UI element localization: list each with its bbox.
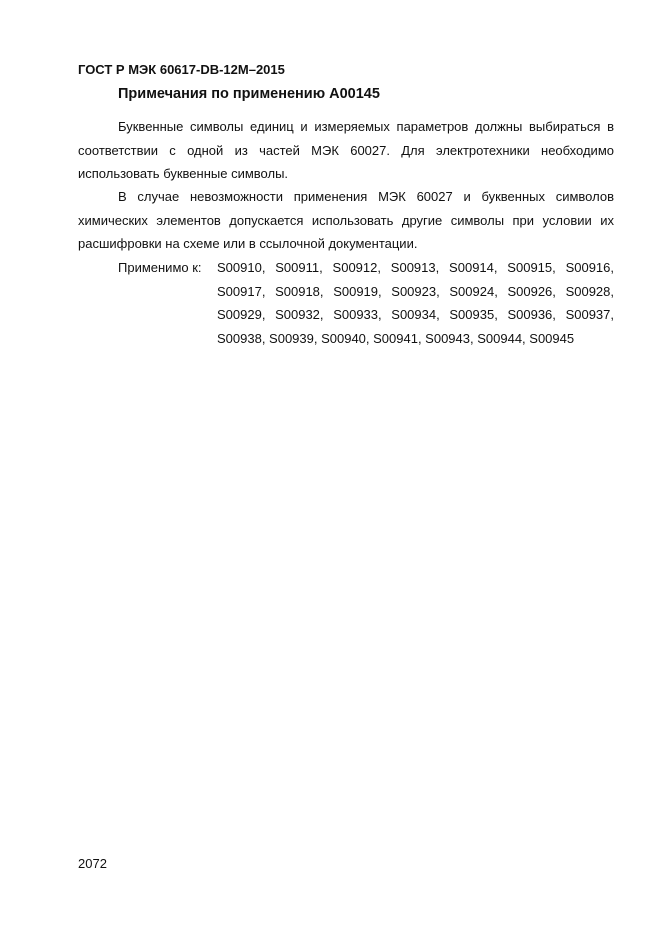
section-title: Примечания по применению A00145 xyxy=(118,86,380,102)
paragraph-letter-symbols: Буквенные символы единиц и измеряемых параметров должны выбираться в соответствии с одной из частей МЭК 60027. Для электротехники необходимо использовать буквенные символы. xyxy=(78,119,614,181)
paragraph-alternative-symbols: В случае невозможности применения МЭК 60027 и буквенных символов химических элементов допускается использовать другие символы при условии их расшифровки на схеме или в ссылочной документации. xyxy=(78,189,614,251)
page-number: 2072 xyxy=(78,856,107,871)
applies-to-label: Применимо к: xyxy=(118,260,202,275)
applies-to-symbol-list: S00910, S00911, S00912, S00913, S00914, S00915, S00916, S00917, S00918, S00919, S00923, S00924, S00926, S00928, S00929, S00932, S00933, S00934, S00935, S00936, S00937, S00938, S00939, S00940, S00941, S00943, S00944, S00945 xyxy=(217,260,614,346)
document-code-header: ГОСТ Р МЭК 60617-DB-12M–2015 xyxy=(78,62,285,77)
